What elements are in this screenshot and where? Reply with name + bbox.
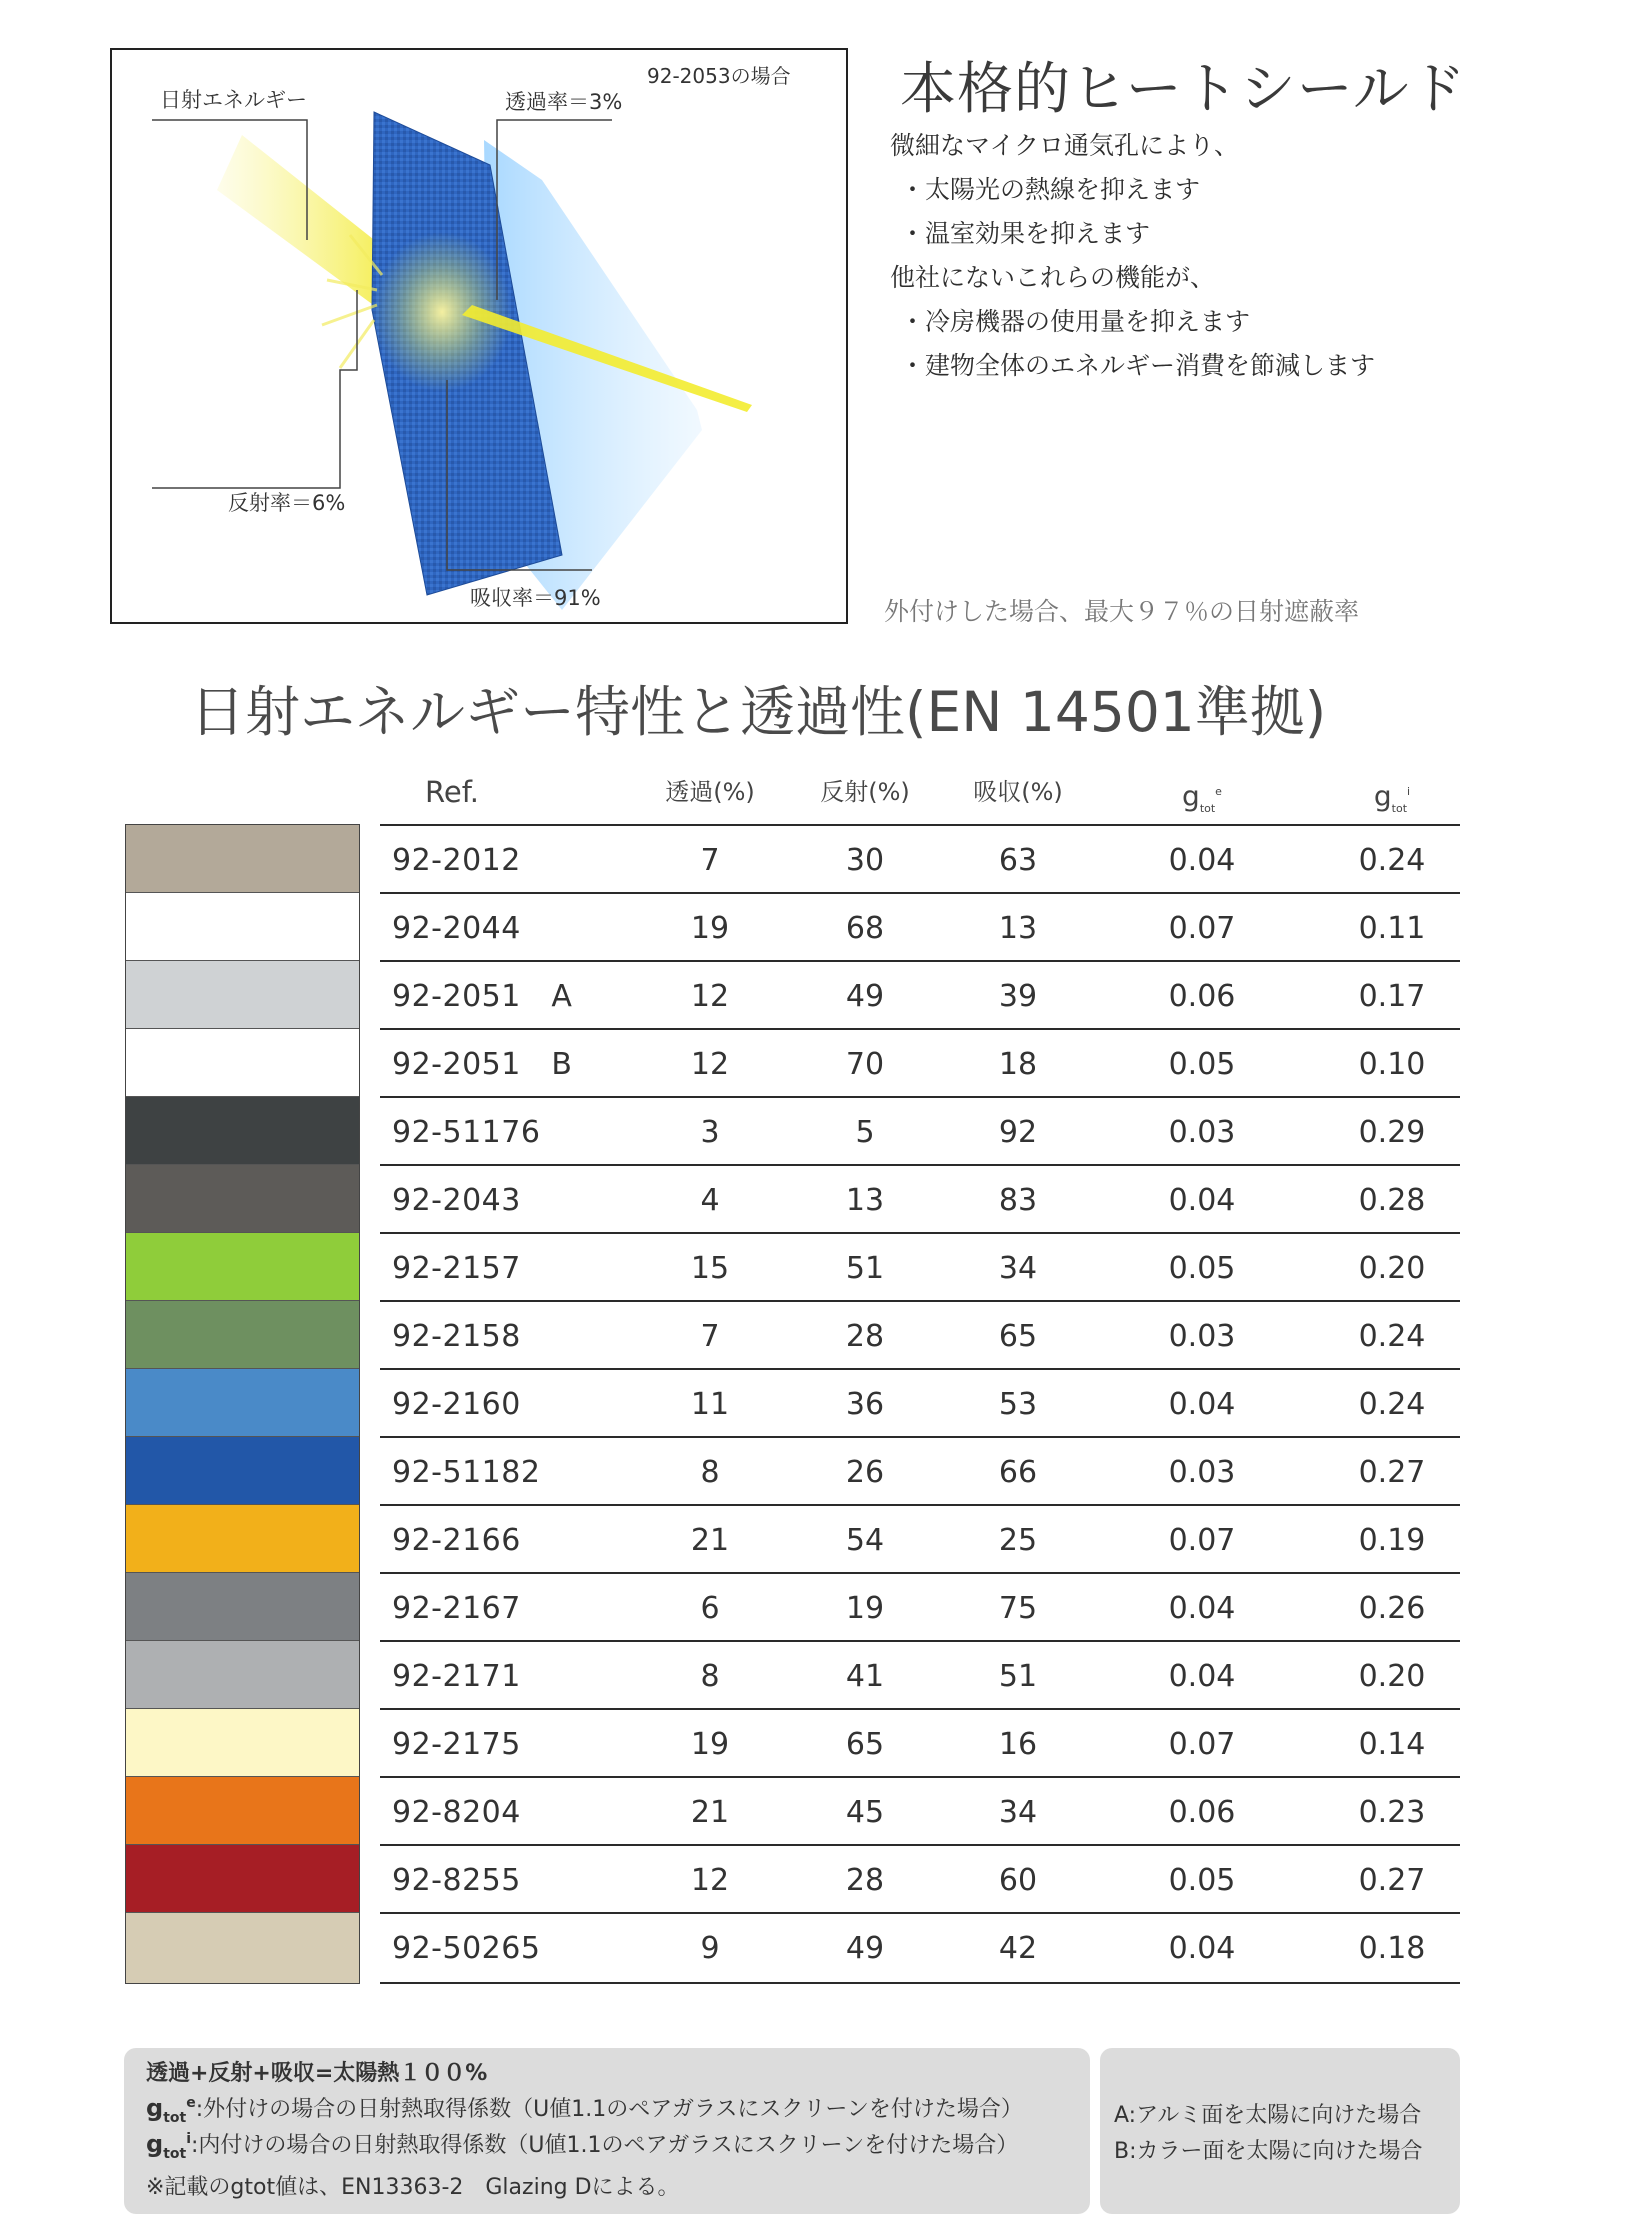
reflection-label: 反射率＝6% — [228, 491, 346, 515]
cell-ref: 92-2167 — [392, 1591, 521, 1626]
feature-list — [890, 124, 1375, 388]
cell-transmission: 7 — [700, 843, 720, 878]
notes-box — [124, 2048, 1090, 2214]
cell-gtot-e: 0.07 — [1168, 1523, 1236, 1558]
table-row — [380, 1368, 1460, 1436]
cell-transmission: 12 — [690, 1863, 730, 1898]
side-legend-box — [1100, 2048, 1460, 2214]
cell-absorption: 66 — [998, 1455, 1038, 1490]
note-total: 透過+反射+吸収=太陽熱１００% — [146, 2061, 488, 2086]
cell-ref: 92-8255 — [392, 1863, 521, 1898]
table-row — [380, 1096, 1460, 1164]
cell-reflection: 41 — [845, 1659, 885, 1694]
cell-absorption: 34 — [998, 1251, 1038, 1286]
cell-gtot-e: 0.05 — [1168, 1251, 1236, 1286]
cell-gtot-i: 0.23 — [1358, 1795, 1426, 1830]
table-row — [380, 1912, 1460, 1984]
example-label: 92-2053の場合 — [647, 64, 791, 88]
cell-ref: 92-2158 — [392, 1319, 521, 1354]
solar-energy-label: 日射エネルギー — [160, 88, 307, 112]
cell-reflection: 28 — [845, 1863, 885, 1898]
cell-reflection: 45 — [845, 1795, 885, 1830]
cell-gtot-e: 0.07 — [1168, 911, 1236, 946]
cell-gtot-e: 0.04 — [1168, 1387, 1236, 1422]
table-row — [380, 1436, 1460, 1504]
note-b-side: B:カラー面を太陽に向けた場合 — [1114, 2139, 1423, 2164]
color-swatch — [126, 1437, 359, 1505]
table-row — [380, 1300, 1460, 1368]
cell-ref: 92-2051 B — [392, 1047, 573, 1082]
cell-gtot-i: 0.20 — [1358, 1251, 1426, 1286]
color-swatch — [126, 1029, 359, 1097]
feature-line: ・温室効果を抑えます — [900, 219, 1151, 248]
cell-transmission: 9 — [700, 1931, 720, 1966]
color-swatch — [126, 825, 359, 893]
header-absorption: 吸収(%) — [973, 778, 1063, 806]
feature-line: ・建物全体のエネルギー消費を節減します — [900, 351, 1376, 380]
cell-gtot-i: 0.24 — [1358, 843, 1426, 878]
cell-reflection: 19 — [845, 1591, 885, 1626]
cell-transmission: 4 — [700, 1183, 720, 1218]
cell-absorption: 83 — [998, 1183, 1038, 1218]
cell-gtot-i: 0.27 — [1358, 1455, 1426, 1490]
cell-gtot-i: 0.18 — [1358, 1931, 1426, 1966]
cell-ref: 92-2171 — [392, 1659, 521, 1694]
cell-reflection: 65 — [845, 1727, 885, 1762]
cell-gtot-i: 0.10 — [1358, 1047, 1426, 1082]
cell-absorption: 60 — [998, 1863, 1038, 1898]
cell-ref: 92-2043 — [392, 1183, 521, 1218]
note-gtot-e: $g_{tot}^e$:外付けの場合の日射熱取得係数（U値1.1のペアガラスにスクリーンを付けた場合） — [146, 2094, 1023, 2126]
cell-ref: 92-51176 — [392, 1115, 541, 1150]
cell-ref: 92-2157 — [392, 1251, 521, 1286]
cell-transmission: 12 — [690, 1047, 730, 1082]
solar-diagram-illustration — [112, 50, 848, 624]
cell-reflection: 51 — [845, 1251, 885, 1286]
cell-reflection: 49 — [845, 979, 885, 1014]
cell-ref: 92-2166 — [392, 1523, 521, 1558]
color-swatch — [126, 1641, 359, 1709]
note-footnote: ※記載のgtot値は、EN13363-2 Glazing Dによる。 — [146, 2175, 680, 2200]
cell-gtot-i: 0.28 — [1358, 1183, 1426, 1218]
cell-gtot-i: 0.20 — [1358, 1659, 1426, 1694]
transmission-label: 透過率＝3% — [505, 90, 623, 114]
cell-reflection: 28 — [845, 1319, 885, 1354]
cell-gtot-e: 0.05 — [1168, 1047, 1236, 1082]
cell-gtot-i: 0.24 — [1358, 1319, 1426, 1354]
cell-absorption: 16 — [998, 1727, 1038, 1762]
header-ref: Ref. — [425, 775, 480, 809]
cell-reflection: 68 — [845, 911, 885, 946]
cell-gtot-i: 0.26 — [1358, 1591, 1426, 1626]
header-transmission: 透過(%) — [665, 778, 755, 806]
cell-transmission: 15 — [690, 1251, 730, 1286]
cell-reflection: 49 — [845, 1931, 885, 1966]
cell-ref: 92-8204 — [392, 1795, 521, 1830]
cell-ref: 92-2012 — [392, 843, 521, 878]
header-gtot-e: $g_{tot}^e$ — [1182, 779, 1222, 815]
cell-absorption: 65 — [998, 1319, 1038, 1354]
cell-transmission: 3 — [700, 1115, 720, 1150]
cell-absorption: 53 — [998, 1387, 1038, 1422]
note-gtot-i: $g_{tot}^i$:内付けの場合の日射熱取得係数（U値1.1のペアガラスにスクリーンを付けた場合） — [146, 2130, 1019, 2162]
absorption-label: 吸収率＝91% — [470, 586, 601, 610]
table-row — [380, 824, 1460, 892]
table-row — [380, 1640, 1460, 1708]
table-row — [380, 1028, 1460, 1096]
cell-transmission: 7 — [700, 1319, 720, 1354]
header-gtot-i: $g_{tot}^i$ — [1373, 779, 1411, 815]
cell-gtot-e: 0.04 — [1168, 1183, 1236, 1218]
table-row — [380, 1708, 1460, 1776]
cell-absorption: 39 — [998, 979, 1038, 1014]
table-row — [380, 1164, 1460, 1232]
color-swatch — [126, 1233, 359, 1301]
table-row — [380, 1776, 1460, 1844]
cell-ref: 92-2175 — [392, 1727, 521, 1762]
cell-gtot-e: 0.03 — [1168, 1455, 1236, 1490]
color-swatch — [126, 1845, 359, 1913]
cell-absorption: 25 — [998, 1523, 1038, 1558]
shading-caption: 外付けした場合、最大９７％の日射遮蔽率 — [884, 597, 1360, 626]
cell-absorption: 63 — [998, 843, 1038, 878]
cell-transmission: 6 — [700, 1591, 720, 1626]
table-row — [380, 892, 1460, 960]
cell-transmission: 19 — [690, 1727, 730, 1762]
cell-reflection: 30 — [845, 843, 885, 878]
cell-absorption: 51 — [998, 1659, 1038, 1694]
cell-gtot-i: 0.14 — [1358, 1727, 1426, 1762]
table-row — [380, 1844, 1460, 1912]
cell-transmission: 11 — [690, 1387, 730, 1422]
color-swatch — [126, 1573, 359, 1641]
cell-gtot-i: 0.17 — [1358, 979, 1426, 1014]
cell-ref: 92-2044 — [392, 911, 521, 946]
color-swatch — [126, 1097, 359, 1165]
cell-gtot-e: 0.07 — [1168, 1727, 1236, 1762]
table-row — [380, 1504, 1460, 1572]
cell-absorption: 92 — [998, 1115, 1038, 1150]
cell-gtot-e: 0.06 — [1168, 979, 1236, 1014]
color-swatch — [126, 893, 359, 961]
cell-absorption: 42 — [998, 1931, 1038, 1966]
cell-gtot-e: 0.04 — [1168, 1659, 1236, 1694]
cell-transmission: 12 — [690, 979, 730, 1014]
cell-transmission: 19 — [690, 911, 730, 946]
cell-transmission: 8 — [700, 1659, 720, 1694]
cell-absorption: 75 — [998, 1591, 1038, 1626]
cell-reflection: 54 — [845, 1523, 885, 1558]
cell-gtot-e: 0.03 — [1168, 1115, 1236, 1150]
cell-gtot-i: 0.19 — [1358, 1523, 1426, 1558]
cell-gtot-e: 0.06 — [1168, 1795, 1236, 1830]
cell-ref: 92-51182 — [392, 1455, 541, 1490]
cell-gtot-e: 0.04 — [1168, 1931, 1236, 1966]
cell-reflection: 70 — [845, 1047, 885, 1082]
color-swatch — [126, 1505, 359, 1573]
cell-gtot-e: 0.04 — [1168, 1591, 1236, 1626]
header-reflection: 反射(%) — [820, 778, 910, 806]
feature-line: 他社にないこれらの機能が、 — [890, 263, 1216, 292]
color-swatch — [126, 1369, 359, 1437]
table-row — [380, 1232, 1460, 1300]
cell-absorption: 13 — [998, 911, 1038, 946]
cell-transmission: 21 — [690, 1795, 730, 1830]
color-swatch — [126, 1165, 359, 1233]
cell-ref: 92-2160 — [392, 1387, 521, 1422]
feature-line: ・冷房機器の使用量を抑えます — [900, 307, 1251, 336]
color-swatch — [126, 1301, 359, 1369]
cell-gtot-i: 0.29 — [1358, 1115, 1426, 1150]
cell-gtot-i: 0.11 — [1358, 911, 1426, 946]
color-swatches — [125, 824, 360, 1984]
feature-line: 微細なマイクロ通気孔により、 — [890, 131, 1240, 160]
table-row — [380, 960, 1460, 1028]
color-swatch — [126, 1777, 359, 1845]
color-swatch — [126, 961, 359, 1029]
cell-gtot-e: 0.03 — [1168, 1319, 1236, 1354]
color-swatch — [126, 1709, 359, 1777]
table-row — [380, 1572, 1460, 1640]
cell-absorption: 18 — [998, 1047, 1038, 1082]
cell-gtot-e: 0.04 — [1168, 843, 1236, 878]
cell-gtot-e: 0.05 — [1168, 1863, 1236, 1898]
cell-reflection: 13 — [845, 1183, 885, 1218]
cell-reflection: 36 — [845, 1387, 885, 1422]
section-title: 日射エネルギー特性と透過性(EN 14501準拠) — [190, 680, 1327, 744]
cell-reflection: 26 — [845, 1455, 885, 1490]
color-swatch — [126, 1913, 359, 1983]
cell-ref: 92-50265 — [392, 1931, 541, 1966]
cell-transmission: 21 — [690, 1523, 730, 1558]
cell-gtot-i: 0.24 — [1358, 1387, 1426, 1422]
cell-transmission: 8 — [700, 1455, 720, 1490]
note-a-side: A:アルミ面を太陽に向けた場合 — [1114, 2103, 1422, 2128]
solar-diagram — [110, 48, 848, 624]
page-title: 本格的ヒートシールド — [900, 57, 1467, 122]
cell-reflection: 5 — [855, 1115, 875, 1150]
cell-ref: 92-2051 A — [392, 979, 573, 1014]
feature-line: ・太陽光の熱線を抑えます — [900, 175, 1201, 204]
cell-gtot-i: 0.27 — [1358, 1863, 1426, 1898]
cell-absorption: 34 — [998, 1795, 1038, 1830]
